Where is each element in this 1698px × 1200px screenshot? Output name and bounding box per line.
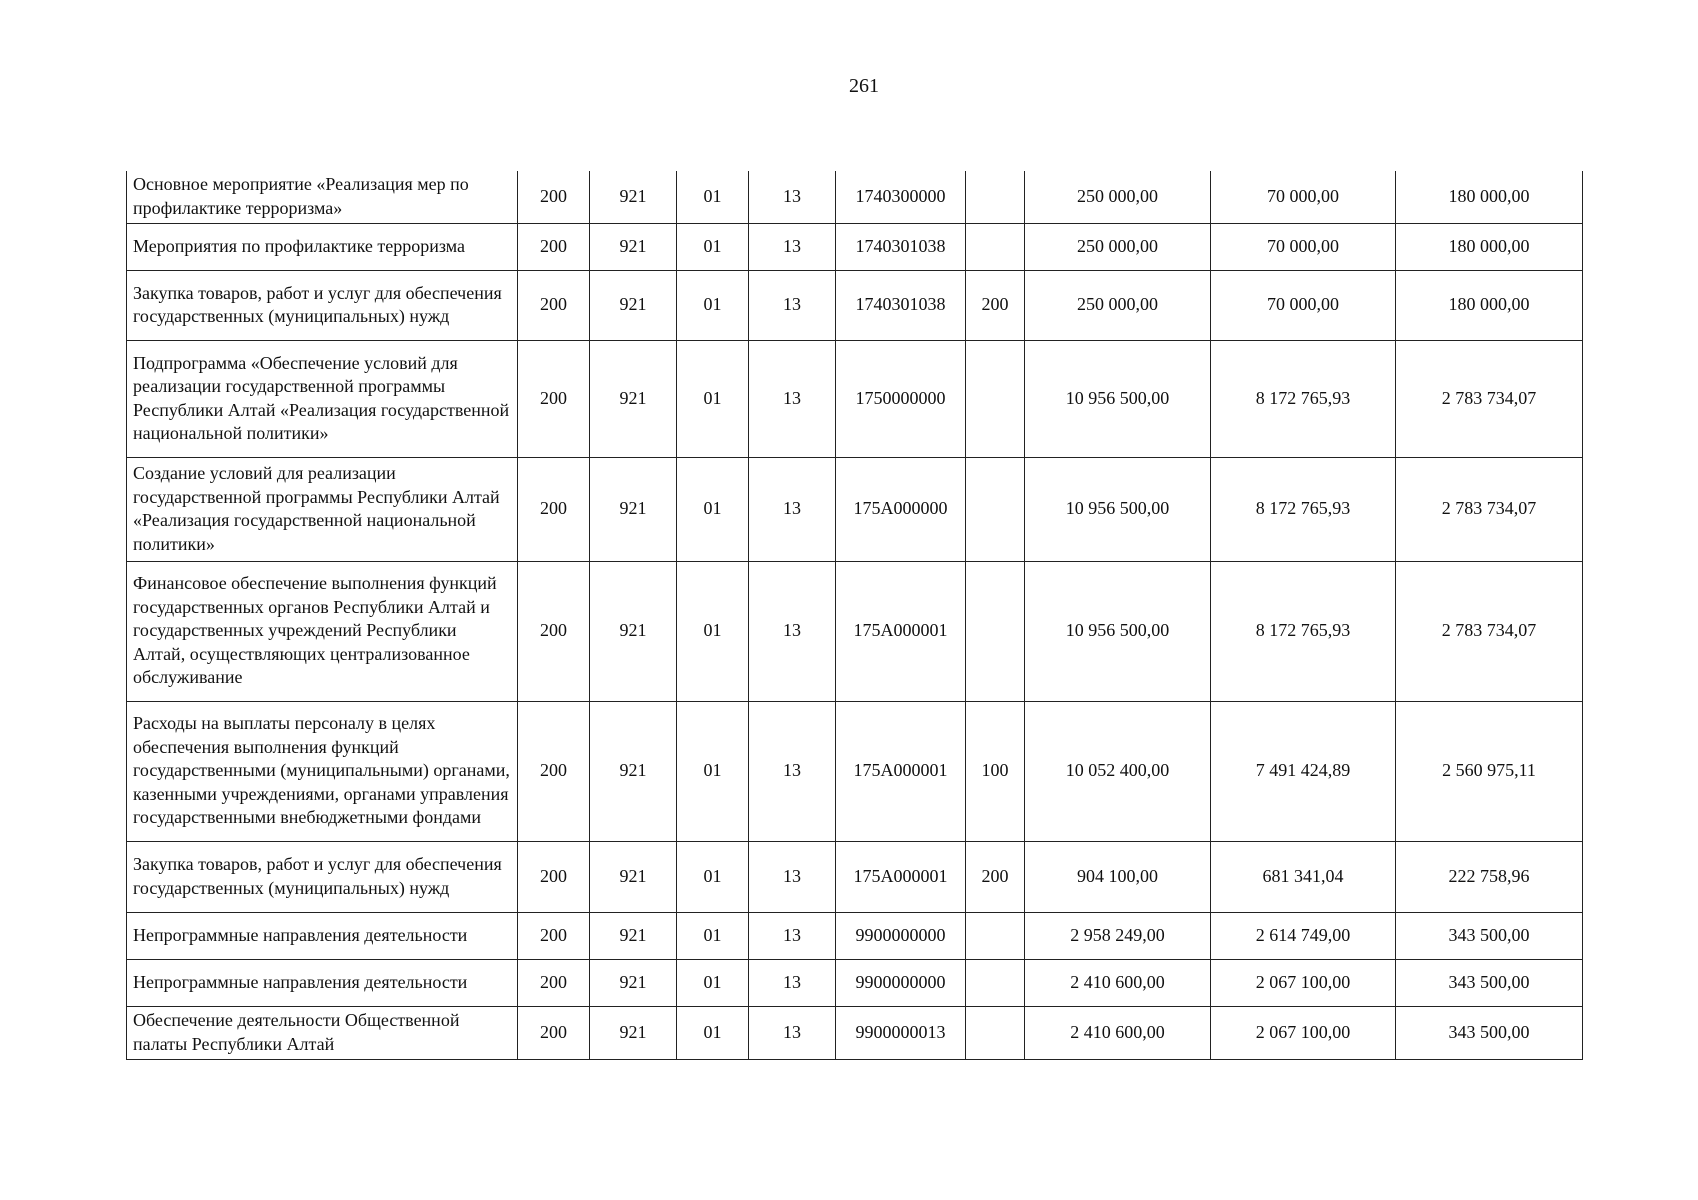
col-total: 250 000,00 bbox=[1025, 223, 1211, 270]
col-mn: 200 bbox=[518, 1006, 590, 1059]
col-csr: 9900000000 bbox=[836, 959, 966, 1006]
table-row bbox=[127, 701, 1583, 841]
col-mn: 200 bbox=[518, 223, 590, 270]
col-amount-3: 180 000,00 bbox=[1396, 270, 1583, 340]
col-rz: 01 bbox=[677, 912, 749, 959]
col-amount-2: 8 172 765,93 bbox=[1211, 457, 1396, 561]
col-grbs: 921 bbox=[590, 701, 677, 841]
table-row bbox=[127, 457, 1583, 561]
row-name: Основное мероприятие «Реализация мер по профилактике терроризма» bbox=[127, 171, 518, 223]
col-rz: 01 bbox=[677, 1006, 749, 1059]
table-row bbox=[127, 1006, 1583, 1059]
col-amount-2: 2 067 100,00 bbox=[1211, 959, 1396, 1006]
col-pr: 13 bbox=[749, 912, 836, 959]
col-vr bbox=[966, 171, 1025, 223]
col-mn: 200 bbox=[518, 340, 590, 457]
col-vr bbox=[966, 223, 1025, 270]
col-rz: 01 bbox=[677, 270, 749, 340]
col-total: 250 000,00 bbox=[1025, 171, 1211, 223]
col-pr: 13 bbox=[749, 841, 836, 912]
col-vr bbox=[966, 561, 1025, 701]
col-vr: 200 bbox=[966, 841, 1025, 912]
row-name: Мероприятия по профилактике терроризма bbox=[127, 223, 518, 270]
row-name: Подпрограмма «Обеспечение условий для реализации государственной программы Республики Алтай «Реализация государственной национальной политики» bbox=[127, 340, 518, 457]
table-row bbox=[127, 912, 1583, 959]
col-vr bbox=[966, 340, 1025, 457]
col-pr: 13 bbox=[749, 171, 836, 223]
col-vr bbox=[966, 1006, 1025, 1059]
col-grbs: 921 bbox=[590, 457, 677, 561]
col-grbs: 921 bbox=[590, 270, 677, 340]
col-grbs: 921 bbox=[590, 1006, 677, 1059]
col-rz: 01 bbox=[677, 171, 749, 223]
col-rz: 01 bbox=[677, 561, 749, 701]
col-csr: 175А000001 bbox=[836, 841, 966, 912]
budget-table bbox=[126, 171, 1583, 1060]
col-total: 2 410 600,00 bbox=[1025, 959, 1211, 1006]
col-rz: 01 bbox=[677, 457, 749, 561]
col-vr bbox=[966, 912, 1025, 959]
col-mn: 200 bbox=[518, 171, 590, 223]
col-mn: 200 bbox=[518, 270, 590, 340]
col-vr bbox=[966, 457, 1025, 561]
col-csr: 1740301038 bbox=[836, 223, 966, 270]
col-csr: 1740301038 bbox=[836, 270, 966, 340]
col-mn: 200 bbox=[518, 701, 590, 841]
table-row bbox=[127, 561, 1583, 701]
table-body bbox=[127, 171, 1583, 1059]
col-total: 10 956 500,00 bbox=[1025, 457, 1211, 561]
table-row bbox=[127, 223, 1583, 270]
col-total: 2 958 249,00 bbox=[1025, 912, 1211, 959]
col-amount-2: 8 172 765,93 bbox=[1211, 340, 1396, 457]
col-mn: 200 bbox=[518, 959, 590, 1006]
col-amount-3: 222 758,96 bbox=[1396, 841, 1583, 912]
table-row bbox=[127, 270, 1583, 340]
col-amount-3: 2 560 975,11 bbox=[1396, 701, 1583, 841]
col-mn: 200 bbox=[518, 912, 590, 959]
col-csr: 175А000000 bbox=[836, 457, 966, 561]
col-total: 10 052 400,00 bbox=[1025, 701, 1211, 841]
col-grbs: 921 bbox=[590, 959, 677, 1006]
col-amount-3: 2 783 734,07 bbox=[1396, 457, 1583, 561]
row-name: Закупка товаров, работ и услуг для обеспечения государственных (муниципальных) нужд bbox=[127, 841, 518, 912]
row-name: Финансовое обеспечение выполнения функций государственных органов Республики Алтай и государственных учреждений Республики Алтай, осуществляющих централизованное обслуживание bbox=[127, 561, 518, 701]
col-amount-2: 2 067 100,00 bbox=[1211, 1006, 1396, 1059]
col-amount-3: 343 500,00 bbox=[1396, 959, 1583, 1006]
table-row bbox=[127, 841, 1583, 912]
col-amount-3: 180 000,00 bbox=[1396, 171, 1583, 223]
col-amount-2: 681 341,04 bbox=[1211, 841, 1396, 912]
col-amount-3: 2 783 734,07 bbox=[1396, 561, 1583, 701]
row-name: Обеспечение деятельности Общественной палаты Республики Алтай bbox=[127, 1006, 518, 1059]
col-vr: 200 bbox=[966, 270, 1025, 340]
col-pr: 13 bbox=[749, 1006, 836, 1059]
col-total: 904 100,00 bbox=[1025, 841, 1211, 912]
page-number: 261 bbox=[849, 75, 879, 97]
col-csr: 9900000013 bbox=[836, 1006, 966, 1059]
col-vr: 100 bbox=[966, 701, 1025, 841]
col-total: 250 000,00 bbox=[1025, 270, 1211, 340]
col-mn: 200 bbox=[518, 457, 590, 561]
col-rz: 01 bbox=[677, 841, 749, 912]
col-grbs: 921 bbox=[590, 171, 677, 223]
row-name: Создание условий для реализации государственной программы Республики Алтай «Реализация государственной национальной политики» bbox=[127, 457, 518, 561]
col-amount-2: 2 614 749,00 bbox=[1211, 912, 1396, 959]
col-pr: 13 bbox=[749, 701, 836, 841]
col-pr: 13 bbox=[749, 561, 836, 701]
col-amount-2: 70 000,00 bbox=[1211, 223, 1396, 270]
col-amount-3: 180 000,00 bbox=[1396, 223, 1583, 270]
row-name: Непрограммные направления деятельности bbox=[127, 912, 518, 959]
col-vr bbox=[966, 959, 1025, 1006]
row-name: Закупка товаров, работ и услуг для обеспечения государственных (муниципальных) нужд bbox=[127, 270, 518, 340]
col-rz: 01 bbox=[677, 701, 749, 841]
col-csr: 1740300000 bbox=[836, 171, 966, 223]
row-name: Расходы на выплаты персоналу в целях обеспечения выполнения функций государственными (муниципальными) органами, казенными учреждениями, органами управления государственными внебюджетными фондами bbox=[127, 701, 518, 841]
col-grbs: 921 bbox=[590, 912, 677, 959]
col-grbs: 921 bbox=[590, 340, 677, 457]
col-grbs: 921 bbox=[590, 841, 677, 912]
col-amount-2: 7 491 424,89 bbox=[1211, 701, 1396, 841]
table-row bbox=[127, 171, 1583, 223]
col-csr: 175А000001 bbox=[836, 701, 966, 841]
col-pr: 13 bbox=[749, 223, 836, 270]
row-name: Непрограммные направления деятельности bbox=[127, 959, 518, 1006]
col-csr: 175А000001 bbox=[836, 561, 966, 701]
col-csr: 1750000000 bbox=[836, 340, 966, 457]
col-rz: 01 bbox=[677, 340, 749, 457]
col-rz: 01 bbox=[677, 223, 749, 270]
col-amount-2: 70 000,00 bbox=[1211, 171, 1396, 223]
col-amount-3: 2 783 734,07 bbox=[1396, 340, 1583, 457]
col-total: 10 956 500,00 bbox=[1025, 340, 1211, 457]
col-mn: 200 bbox=[518, 841, 590, 912]
col-mn: 200 bbox=[518, 561, 590, 701]
col-pr: 13 bbox=[749, 340, 836, 457]
col-amount-2: 8 172 765,93 bbox=[1211, 561, 1396, 701]
col-pr: 13 bbox=[749, 959, 836, 1006]
col-pr: 13 bbox=[749, 457, 836, 561]
col-grbs: 921 bbox=[590, 223, 677, 270]
col-grbs: 921 bbox=[590, 561, 677, 701]
col-amount-2: 70 000,00 bbox=[1211, 270, 1396, 340]
col-csr: 9900000000 bbox=[836, 912, 966, 959]
col-pr: 13 bbox=[749, 270, 836, 340]
table-row bbox=[127, 959, 1583, 1006]
table-row bbox=[127, 340, 1583, 457]
col-amount-3: 343 500,00 bbox=[1396, 1006, 1583, 1059]
col-amount-3: 343 500,00 bbox=[1396, 912, 1583, 959]
col-total: 10 956 500,00 bbox=[1025, 561, 1211, 701]
col-total: 2 410 600,00 bbox=[1025, 1006, 1211, 1059]
col-rz: 01 bbox=[677, 959, 749, 1006]
